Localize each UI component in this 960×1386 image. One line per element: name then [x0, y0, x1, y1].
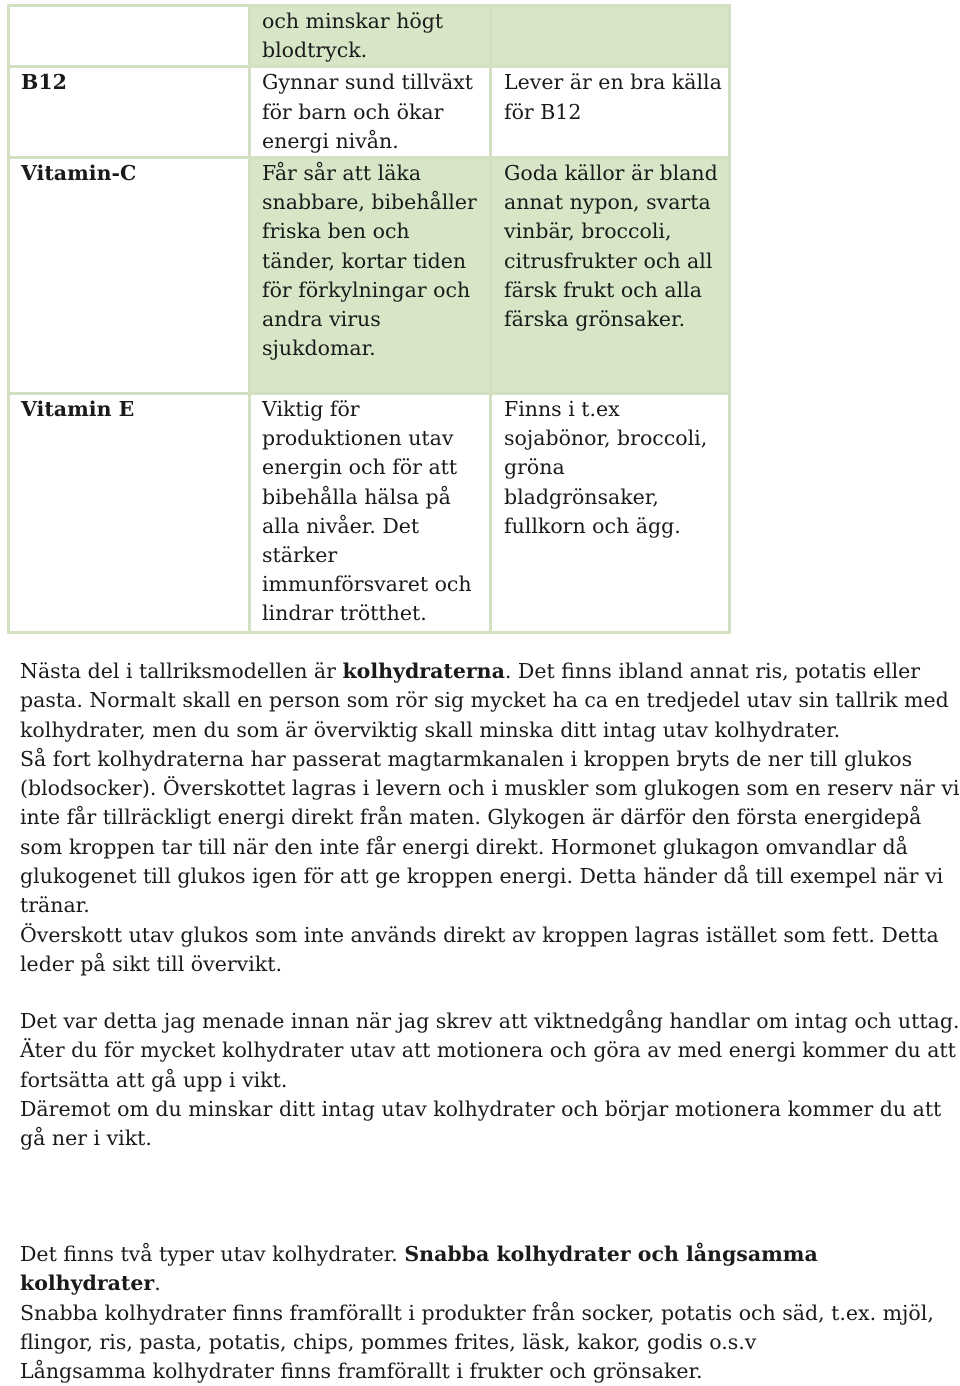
vitamin-effect: och minskar högt blodtryck. — [262, 9, 444, 63]
vitamin-source: Finns i t.ex sojabönor, broccoli, gröna bladgrönsaker, fullkorn och ägg. — [504, 397, 708, 538]
vitamin-effect: Får sår att läka snabbare, bibehåller friska ben och tänder, kortar tiden för förkylningar och andra virus sjukdomar. — [262, 161, 477, 361]
vitamin-name: Vitamin-C — [21, 161, 137, 186]
vitamin-source-cell — [491, 6, 730, 67]
vitamin-name: Vitamin E — [21, 397, 135, 422]
vitamin-effect-cell — [250, 394, 491, 633]
types-intro-paragraph — [20, 1240, 960, 1299]
vitamin-table — [7, 4, 731, 634]
weight-section — [20, 1007, 960, 1153]
vitamin-name-cell — [9, 6, 250, 67]
table-row — [9, 6, 730, 67]
types-intro-rest: . — [154, 1271, 161, 1296]
carbs-intro-paragraph — [20, 657, 960, 745]
vitamin-source-cell — [491, 67, 730, 158]
types-keyword: Snabba kolhydrater och långsamma kolhydrater — [20, 1242, 818, 1296]
surplus-paragraph: Överskott utav glukos som inte används direkt av kroppen lagras istället som fett. Detta leder på sikt till övervikt. — [20, 922, 939, 976]
vitamin-source-cell — [491, 394, 730, 633]
slow-carbs-paragraph: Långsamma kolhydrater finns framförallt i frukter och grönsaker. — [20, 1359, 703, 1384]
vitamin-effect-cell — [250, 6, 491, 67]
types-intro-text: Det finns två typer utav kolhydrater. — [20, 1242, 405, 1266]
table-row — [9, 394, 730, 633]
vitamin-name-cell — [9, 158, 250, 394]
vitamin-name-cell — [9, 67, 250, 158]
vitamin-name: B12 — [21, 70, 67, 95]
intake-paragraph: Det var detta jag menade innan när jag skrev att viktnedgång handlar om intag och uttag. Äter du för mycket kolhydrater utav att motionera och göra av med energi kommer du att fortsätta att gå upp i vikt. — [20, 1009, 960, 1092]
carbs-keyword: kolhydraterna — [342, 659, 505, 683]
glucose-paragraph: Så fort kolhydraterna har passerat magtarmkanalen i kroppen bryts de ner till glukos (blodsocker). Överskottet lagras i levern och i muskler som glukogen som en reserv när vi inte får tillräckligt energi direkt från maten. Glykogen är därför den första energidepå som kroppen tar till när den inte får energi direkt. Hormonet glukagon omvandlar då glukogenet till glukos igen för att ge kroppen energi. Detta händer då till exempel när vi tränar. — [20, 746, 960, 918]
vitamin-effect: Gynnar sund tillväxt för barn och ökar energi nivån. — [262, 70, 473, 153]
vitamin-effect-cell — [250, 67, 491, 158]
table-row — [9, 158, 730, 394]
carbs-intro-rest: . Det finns ibland annat ris, potatis eller pasta. Normalt skall en person som rör sig mycket ha ca en tredjedel utav sin tallrik med kolhydrater, men du som är överviktig skall minska ditt intag utav kolhydrater. — [20, 659, 949, 742]
vitamin-source: Lever är en bra källa för B12 — [504, 70, 722, 124]
fast-carbs-paragraph: Snabba kolhydrater finns framförallt i produkter från socker, potatis och säd, t.ex. mjöl, flingor, ris, pasta, potatis, chips, pommes frites, läsk, kakor, godis o.s.v — [20, 1300, 934, 1354]
vitamin-source-cell — [491, 158, 730, 394]
vitamin-source: Goda källor är bland annat nypon, svarta vinbär, broccoli, citrusfrukter och all färsk frukt och alla färska grönsaker. — [504, 161, 718, 332]
table-row — [9, 67, 730, 158]
vitamin-effect: Viktig för produktionen utav energin och för att bibehålla hälsa på alla nivåer. Det stärker immunförsvaret och lindrar trötthet. — [262, 397, 472, 626]
carb-types-section — [20, 1240, 960, 1386]
vitamin-name-cell — [9, 394, 250, 633]
vitamin-effect-cell — [250, 158, 491, 394]
exercise-paragraph: Däremot om du minskar ditt intag utav kolhydrater och börjar motionera kommer du att gå ner i vikt. — [20, 1096, 942, 1151]
carbs-intro-text: Nästa del i tallriksmodellen är — [20, 659, 343, 683]
carbohydrates-section — [20, 657, 960, 979]
